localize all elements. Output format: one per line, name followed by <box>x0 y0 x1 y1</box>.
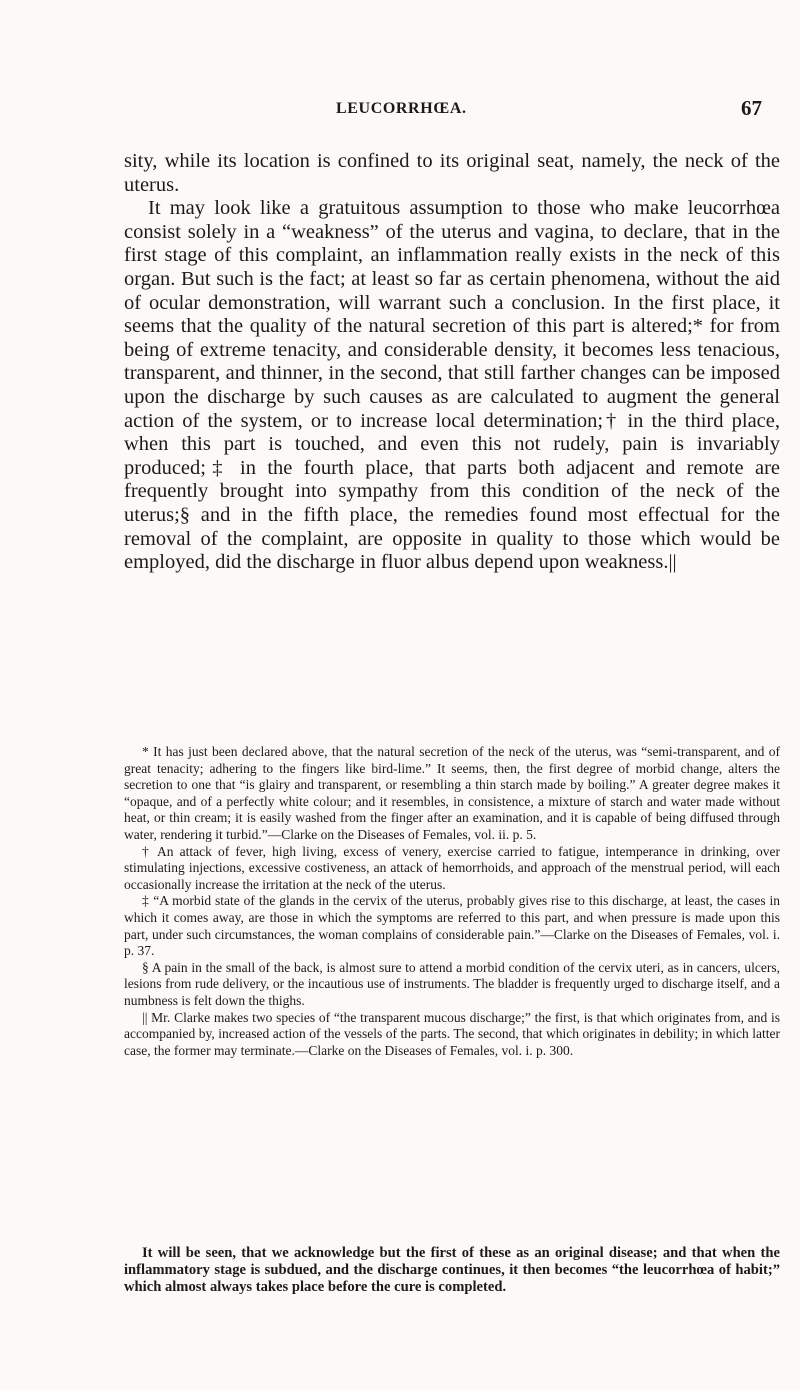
footnotes <box>124 744 780 1059</box>
footnote-dagger: † An attack of fever, high living, excess of venery, exercise carried to fatigue, intemperance in drinking, over stimulating injections, excessive costiveness, an attack of hemorrhoids, and approach of the menstrual period, will each occasionally increase the irritation at the neck of the uterus. <box>124 843 780 892</box>
footnote-section: § A pain in the small of the back, is almost sure to attend a morbid condition of the cervix uteri, as in cancers, ulcers, lesions from rude delivery, or the incautious use of instruments. The bladder is frequently urged to discharge itself, and a numbness is felt down the thighs. <box>124 959 780 1008</box>
running-head: LEUCORRHŒA. <box>336 100 467 117</box>
closing-paragraph: It will be seen, that we acknowledge but the first of these as an original disease; and that when the inflammatory stage is subdued, and the discharge continues, it then becomes “the leucorrhœa of habit;” which almost always takes place before the cure is completed. <box>124 1244 780 1295</box>
main-text <box>124 150 780 575</box>
footnote-asterisk: * It has just been declared above, that the natural secretion of the neck of the uterus, was “semi-transparent, and of great tenacity; adhering to the fingers like bird-lime.” It seems, then, the first degree of morbid change, alters the secretion to one that “is glairy and transparent, or resembling a thin starch made by boiling.” A greater degree makes it “opaque, and of a perfectly white colour; and it resembles, in consistence, a mixture of starch and water made without heat, or thin cream; it is easily washed from the finger after an examination, and it is capable of being diffused through water, rendering it turbid.”—Clarke on the Diseases of Females, vol. ii. p. 5. <box>124 744 780 842</box>
footnote-double-dagger: ‡ “A morbid state of the glands in the cervix of the uterus, probably gives rise to this discharge, at least, the cases in which it comes away, are those in which the symptoms are referred to this part, and when pressure is made upon this part, under such circumstances, the woman complains of considerable pain.”—Clarke on the Diseases of Females, vol. i. p. 37. <box>124 893 780 959</box>
footnote-parallel: || Mr. Clarke makes two species of “the transparent mucous discharge;” the first, is that which originates from, and is accompanied by, increased action of the vessels of the parts. The second, that which originates in debility; in which latter case, the former may terminate.—Clarke on the Diseases of Females, vol. i. p. 300. <box>124 1009 780 1058</box>
page-number: 67 <box>741 96 762 120</box>
body-paragraph: sity, while its location is confined to its original seat, namely, the neck of the uterus. <box>124 150 780 196</box>
page-header <box>120 96 770 124</box>
body-paragraph: It may look like a gratuitous assumption to those who make leucorrhœa consist solely in a “weakness” of the uterus and vagina, to declare, that in the first stage of this complaint, an inflammation really exists in the neck of this organ. But such is the fact; at least so far as certain phenomena, without the aid of ocular demonstration, will warrant such a conclusion. In the first place, it seems that the quality of the natural secretion of this part is altered;* for from being of extreme tenacity, and considerable density, it becomes less tenacious, transparent, and thinner, in the second, that still farther changes can be imposed upon the discharge by such causes as are calculated to augment the general action of the system, or to increase local determination;† in the third place, when this part is touched, and even this not rudely, pain is invariably produced;‡ in the fourth place, that parts both adjacent and remote are frequently brought into sympathy from this condition of the neck of the uterus;§ and in the fifth place, the remedies found most effectual for the removal of the complaint, are opposite in quality to those which would be employed, did the discharge in fluor albus depend upon weakness.|| <box>124 197 780 574</box>
